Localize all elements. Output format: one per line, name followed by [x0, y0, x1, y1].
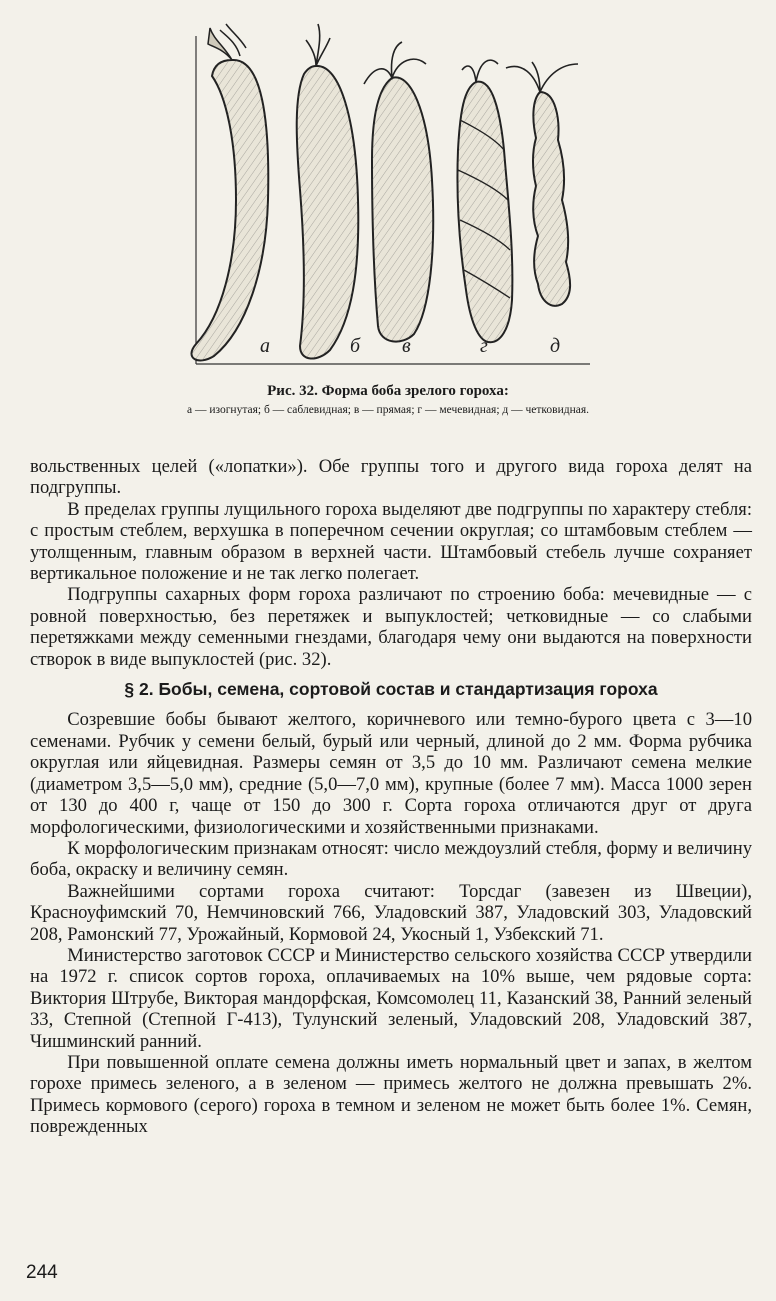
- pea-pods-figure: [0, 0, 776, 440]
- panel-label-a: а: [260, 335, 270, 357]
- paragraph: вольственных целей («лопатки»). Обе группы того и другого вида гороха делят на подгруппы.: [30, 456, 752, 499]
- paragraph: Созревшие бобы бывают желтого, коричневого или темно-бурого цвета с 3—10 семенами. Рубчик у семени белый, бурый или черный, длиной до 2 мм. Форма рубчика округлая или яйцевидная. Размеры семян от 3,5 до 10 мм. Различают семена мелкие (диаметром 3,5—5,0 мм), средние (5,0—7,0 мм), крупные (более 7 мм). Масса 1000 зерен от 130 до 400 г, чаще от 150 до 300 г. Сорта гороха отличаются друг от друга морфологическими, физиологическими и хозяйственными признаками.: [30, 709, 752, 838]
- pod-curved: [191, 24, 268, 360]
- pod-sabre: [297, 24, 359, 359]
- panel-label-d: д: [550, 335, 561, 357]
- body-text: [30, 456, 752, 1138]
- pod-sword: [457, 60, 512, 342]
- section-heading: § 2. Бобы, семена, сортовой состав и стандартизация гороха: [124, 679, 658, 700]
- caption-legend: а — изогнутая; б — саблевидная; в — прямая; г — мечевидная; д — четковидная.: [186, 404, 590, 416]
- pea-pods-illustration: [0, 0, 776, 380]
- paragraph: В пределах группы лущильного гороха выделяют две подгруппы по характеру стебля: с простым стеблем, верхушка в поперечном сечении округлая; со штамбовым стеблем — утолщенным, главным образом в верхней части. Штамбовый стебель лучше сохраняет вертикальное положение и не так легко полегает.: [30, 498, 752, 585]
- paragraph: Важнейшими сортами гороха считают: Торсдаг (завезен из Швеции), Красноуфимский 70, Немчиновский 766, Уладовский 387, Уладовский 303, Уладовский 208, Рамонский 77, Урожайный, Кормовой 24, Укосный 1, Узбекский 71.: [30, 880, 752, 945]
- pod-beaded: [506, 62, 578, 306]
- figure-caption: [150, 382, 626, 417]
- pod-straight: [364, 42, 433, 342]
- paragraph: При повышенной оплате семена должны иметь нормальный цвет и запах, в желтом горохе примесь зеленого, а в зеленом — примесь желтого не должна превышать 2%. Примесь кормового (серого) гороха в темном и зеленом не может быть более 1%. Семян, поврежденных: [30, 1051, 752, 1138]
- paragraph: К морфологическим признакам относят: число междоузлий стебля, форму и величину боба, окраску и величину семян.: [30, 837, 752, 881]
- panel-label-v: в: [402, 335, 411, 357]
- page-number: 244: [26, 1262, 58, 1283]
- panel-label-b: б: [350, 335, 361, 357]
- panel-label-g: г: [480, 335, 488, 357]
- paragraph: Подгруппы сахарных форм гороха различают по строению боба: мечевидные — с ровной поверхностью, без перетяжек и выпуклостей; четковидные — со слабыми перетяжками между семенными гнездами, благодаря чему они выдаются на поверхности створок в виде выпуклостей (рис. 32).: [30, 584, 752, 670]
- paragraph: Министерство заготовок СССР и Министерство сельского хозяйства СССР утвердили на 1972 г. список сортов гороха, оплачиваемых на 10% выше, чем рядовые сорта: Виктория Штрубе, Викторая мандорфская, Комсомолец 11, Казанский 38, Ранний зеленый 33, Степной (Степной Г-413), Тулунский зеленый, Уладовский 208, Уладовский 387, Чишминский ранний.: [30, 944, 752, 1052]
- caption-title: Рис. 32. Форма боба зрелого гороха:: [267, 383, 509, 399]
